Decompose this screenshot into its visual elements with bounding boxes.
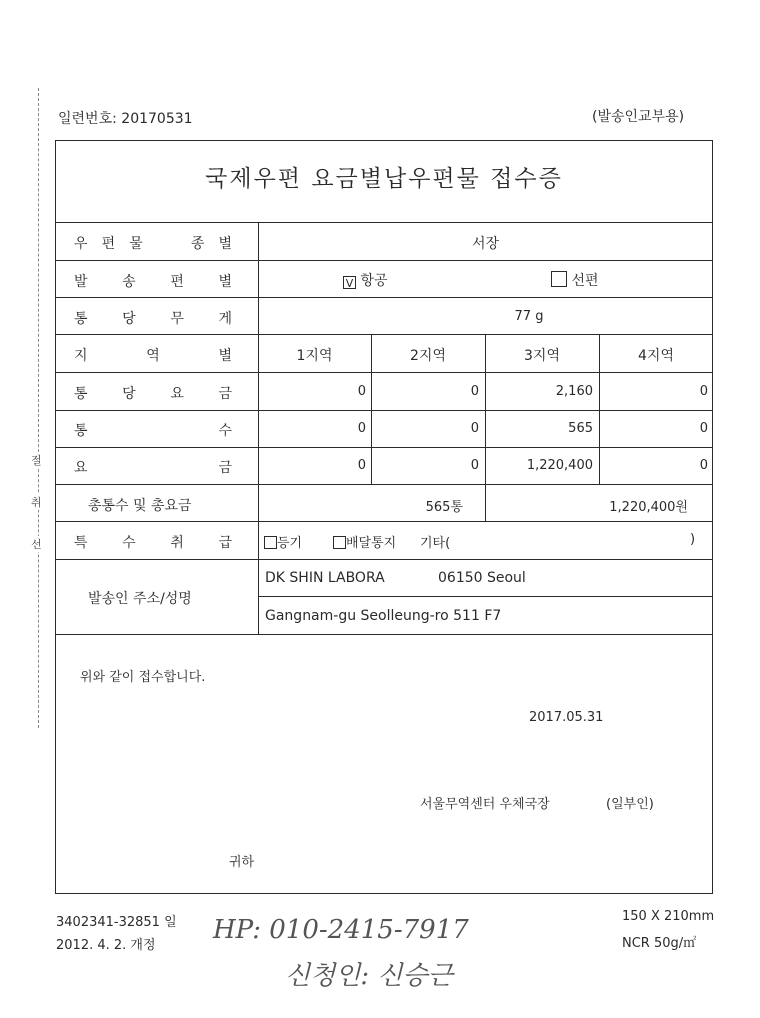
count-cell: 0	[470, 421, 479, 436]
receipt-date: 2017.05.31	[529, 710, 604, 725]
air-option[interactable]	[343, 270, 388, 290]
serial-number	[58, 108, 193, 128]
cut-line-char: 선	[31, 538, 42, 551]
row-divider	[55, 260, 713, 261]
sea-option[interactable]	[551, 270, 599, 290]
sea-checkbox[interactable]	[551, 271, 567, 287]
delivery-notice-label: 배달통지	[346, 536, 397, 551]
registered-checkbox[interactable]	[264, 536, 277, 549]
zone-header: 1지역	[296, 348, 333, 364]
row-divider	[55, 297, 713, 298]
count-cell: 565	[568, 421, 593, 436]
label-sender: 발송인 주소/성명	[88, 591, 192, 607]
label-mail-type: 우 편 물 종 별	[74, 236, 232, 252]
row-divider	[55, 372, 713, 373]
row-divider	[55, 559, 713, 560]
label-unit-fee: 통 당 요 금	[74, 386, 232, 402]
fee-cell: 1,220,400	[526, 458, 593, 473]
sender-postcode: 06150 Seoul	[438, 570, 526, 586]
label-count: 통 수	[74, 423, 232, 439]
air-label: 항공	[360, 273, 388, 289]
row-divider	[55, 334, 713, 335]
zone-header: 2지역	[410, 348, 446, 364]
total-amount: 1,220,400원	[609, 500, 688, 515]
count-cell: 0	[357, 421, 366, 436]
unit-fee-cell: 0	[357, 384, 366, 399]
honorific: 귀하	[229, 855, 255, 870]
unit-fee-cell: 0	[699, 384, 708, 399]
row-divider	[55, 521, 713, 522]
cut-line-char: 취	[31, 496, 42, 509]
air-checkbox[interactable]: V	[343, 276, 356, 289]
handwritten-phone: HP: 010-2415-7917	[213, 915, 469, 945]
other-close: )	[690, 532, 696, 547]
copy-type: (발송인교부용)	[592, 109, 685, 125]
revision-date: 2012. 4. 2. 개정	[56, 938, 156, 953]
fee-cell: 0	[699, 458, 708, 473]
label-weight: 통 당 무 게	[74, 311, 232, 327]
row-divider	[55, 634, 713, 635]
total-count: 565통	[425, 500, 463, 515]
label-zone: 지 역 별	[74, 348, 232, 364]
row-divider	[55, 447, 713, 448]
serial-value: 20170531	[121, 111, 193, 127]
label-send-type: 발 송 편 별	[74, 274, 232, 290]
weight-value: 77 g	[514, 309, 544, 324]
row-divider	[55, 484, 713, 485]
row-divider	[55, 222, 713, 223]
seal-label: (일부인)	[606, 797, 654, 812]
paper-size: 150 X 210mm	[622, 909, 715, 924]
cut-line-char: 절	[31, 454, 42, 467]
handwritten-applicant: 신청인: 신승근	[285, 961, 453, 991]
row-divider	[258, 596, 713, 597]
form-number: 3402341-32851 일	[56, 915, 177, 930]
received-text: 위와 같이 접수합니다.	[80, 670, 206, 685]
sea-label: 선편	[571, 273, 599, 289]
delivery-notice-checkbox[interactable]	[333, 536, 346, 549]
receipt-form	[55, 140, 713, 894]
fee-cell: 0	[357, 458, 366, 473]
mail-type-value: 서장	[471, 236, 500, 252]
sender-name: DK SHIN LABORA	[265, 570, 385, 586]
sender-address: Gangnam-gu Seolleung-ro 511 F7	[265, 608, 502, 624]
other-label: 기타(	[420, 536, 451, 551]
label-special: 특 수 취 급	[74, 535, 232, 551]
zone-header: 3지역	[524, 348, 560, 364]
unit-fee-cell: 2,160	[555, 384, 593, 399]
paper-weight: NCR 50g/㎡	[622, 936, 697, 951]
post-office: 서울무역센터 우체국장	[420, 797, 550, 812]
form-title: 국제우편 요금별납우편물 접수증	[205, 166, 563, 192]
zone-header: 4지역	[638, 348, 674, 364]
row-divider	[55, 410, 713, 411]
registered-label: 등기	[277, 536, 303, 551]
unit-fee-cell: 0	[470, 384, 479, 399]
serial-label: 일련번호:	[58, 111, 117, 127]
count-cell: 0	[699, 421, 708, 436]
delivery-notice-option[interactable]	[333, 532, 396, 551]
registered-option[interactable]	[264, 532, 302, 551]
label-totals: 총통수 및 총요금	[88, 498, 192, 514]
label-fee: 요 금	[74, 460, 232, 476]
cut-line	[38, 88, 39, 728]
fee-cell: 0	[470, 458, 479, 473]
